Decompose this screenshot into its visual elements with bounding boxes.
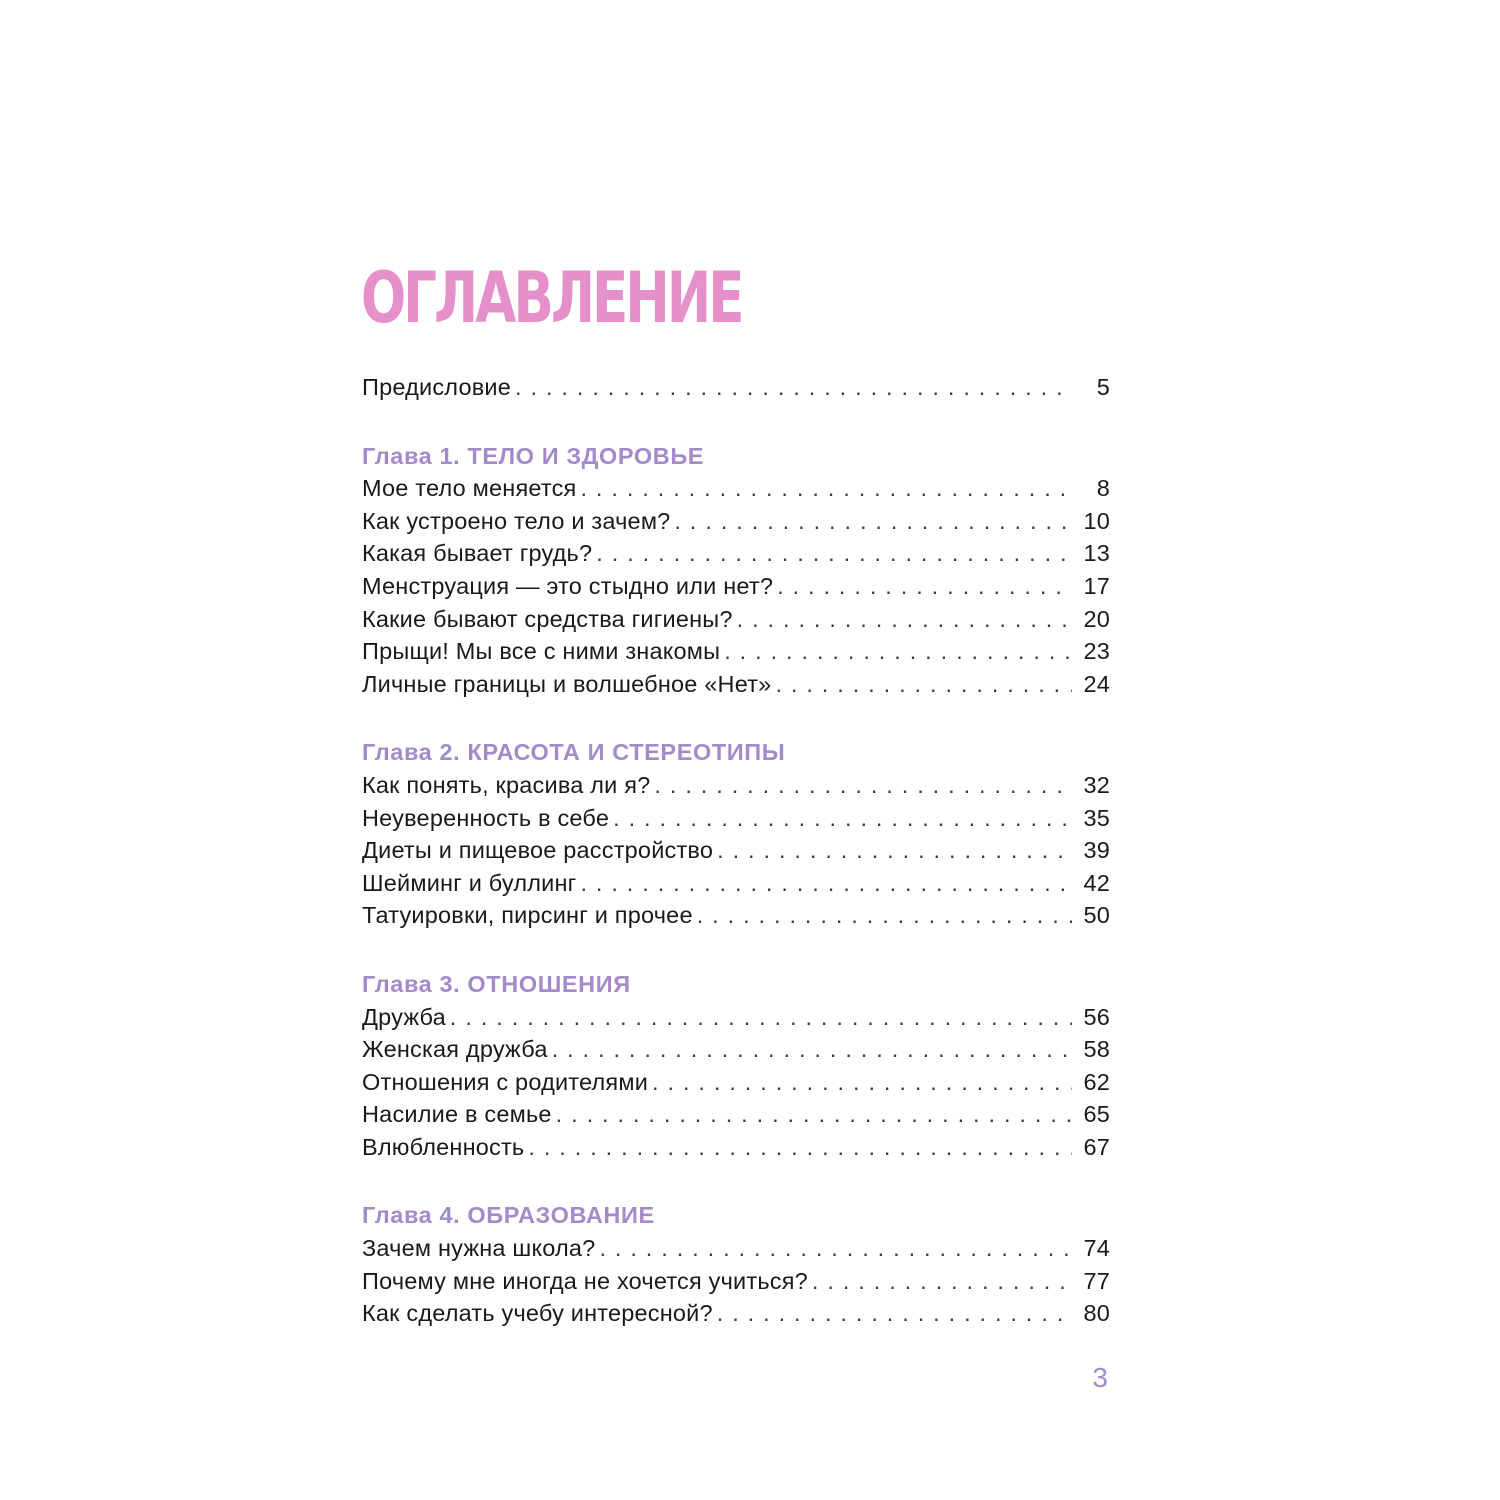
toc-entry-page: 39: [1083, 837, 1110, 864]
toc-entry-page: 65: [1083, 1101, 1110, 1128]
toc-entry-page: 10: [1083, 507, 1110, 534]
dot-leader: [515, 371, 1072, 404]
toc-entry[interactable]: [362, 1066, 1110, 1099]
toc-entry[interactable]: [362, 635, 1110, 668]
dot-leader: [450, 1001, 1072, 1034]
toc-entry-page: 17: [1083, 572, 1110, 599]
toc-entry[interactable]: [362, 472, 1110, 505]
toc-entry-page: 80: [1083, 1300, 1110, 1327]
toc-entry-preface[interactable]: [362, 371, 1110, 404]
dot-leader: [737, 603, 1072, 636]
dot-leader: [777, 570, 1072, 603]
toc-entry[interactable]: [362, 668, 1110, 701]
dot-leader: [775, 668, 1072, 701]
toc-entry-page: 23: [1083, 638, 1110, 665]
toc-entry[interactable]: [362, 802, 1110, 835]
dot-leader: [599, 1232, 1072, 1265]
dot-leader: [552, 1033, 1072, 1066]
dot-leader: [717, 1297, 1072, 1330]
toc-entry[interactable]: [362, 867, 1110, 900]
toc-entry[interactable]: [362, 1232, 1110, 1265]
toc-entry-label: Прыщи! Мы все с ними знакомы: [362, 638, 721, 665]
toc-entry-page: 13: [1083, 540, 1110, 567]
toc-entry-page: 35: [1083, 804, 1110, 831]
page-title: ОГЛАВЛЕНИЕ: [361, 257, 742, 339]
toc-entry-label: Отношения с родителями: [362, 1068, 649, 1095]
toc-entry-page: 50: [1083, 902, 1110, 929]
toc-entry[interactable]: [362, 603, 1110, 636]
dot-leader: [580, 867, 1072, 900]
dot-leader: [697, 899, 1072, 932]
toc-entry[interactable]: [362, 537, 1110, 570]
toc-entry-label: Шейминг и буллинг: [362, 869, 577, 896]
dot-leader: [580, 472, 1072, 505]
toc-entry-label: Личные границы и волшебное «Нет»: [362, 670, 772, 697]
toc-entry-label: Зачем нужна школа?: [362, 1235, 596, 1262]
page-number: 3: [1092, 1362, 1108, 1393]
toc-entry[interactable]: [362, 1033, 1110, 1066]
toc-entry-label: Как понять, красива ли я?: [362, 771, 651, 798]
toc-entry[interactable]: [362, 505, 1110, 538]
toc-entry-label: Женская дружба: [362, 1036, 548, 1063]
toc-entry[interactable]: [362, 769, 1110, 802]
toc-entry[interactable]: [362, 1131, 1110, 1164]
toc-entry-page: 24: [1083, 670, 1110, 697]
toc-entry[interactable]: [362, 899, 1110, 932]
dot-leader: [724, 635, 1072, 668]
toc-entry-label: Менструация — это стыдно или нет?: [362, 572, 774, 599]
toc-entry-page: 58: [1083, 1036, 1110, 1063]
chapter-heading: Глава 2. КРАСОТА И СТЕРЕОТИПЫ: [362, 739, 786, 766]
dot-leader: [528, 1131, 1072, 1164]
dot-leader: [654, 769, 1072, 802]
toc-entry[interactable]: [362, 570, 1110, 603]
toc-entry-label: Как сделать учебу интересной?: [362, 1300, 713, 1327]
chapter-heading: Глава 1. ТЕЛО И ЗДОРОВЬЕ: [362, 442, 705, 469]
toc-entry-page: 67: [1083, 1133, 1110, 1160]
toc-entry[interactable]: [362, 1265, 1110, 1298]
toc-entry-label: Как устроено тело и зачем?: [362, 507, 671, 534]
toc-entry-label: Диеты и пищевое расстройство: [362, 837, 714, 864]
toc-entry-label: Татуировки, пирсинг и прочее: [362, 902, 693, 929]
dot-leader: [613, 802, 1072, 835]
dot-leader: [674, 505, 1072, 538]
toc-entry[interactable]: [362, 1098, 1110, 1131]
toc-entry-label: Влюбленность: [362, 1133, 525, 1160]
toc-entry-label: Дружба: [362, 1003, 446, 1030]
toc-entry-page: 74: [1083, 1235, 1110, 1262]
toc-entry-label: Какая бывает грудь?: [362, 540, 593, 567]
toc-entry-page: 8: [1096, 475, 1110, 502]
dot-leader: [556, 1098, 1072, 1131]
toc-entry-label: Почему мне иногда не хочется учиться?: [362, 1267, 808, 1294]
toc-entry[interactable]: [362, 834, 1110, 867]
toc-entry-page: 20: [1083, 605, 1110, 632]
toc-entry-page: 62: [1083, 1068, 1110, 1095]
dot-leader: [812, 1265, 1072, 1298]
chapter-heading: Глава 3. ОТНОШЕНИЯ: [362, 970, 631, 997]
toc-entry[interactable]: [362, 1001, 1110, 1034]
toc-entry[interactable]: [362, 1297, 1110, 1330]
dot-leader: [596, 537, 1072, 570]
table-of-contents: [362, 371, 1110, 1330]
toc-entry-label: Насилие в семье: [362, 1101, 552, 1128]
dot-leader: [652, 1066, 1072, 1099]
toc-entry-page: 32: [1083, 771, 1110, 798]
toc-entry-page: 56: [1083, 1003, 1110, 1030]
toc-entry-label: Какие бывают средства гигиены?: [362, 605, 733, 632]
toc-entry-page: 42: [1083, 869, 1110, 896]
toc-entry-page: 5: [1096, 374, 1110, 400]
toc-entry-label: Предисловие: [362, 374, 512, 400]
toc-entry-label: Неуверенность в себе: [362, 804, 610, 831]
toc-entry-label: Мое тело меняется: [362, 475, 577, 502]
chapter-heading: Глава 4. ОБРАЗОВАНИЕ: [362, 1202, 655, 1229]
dot-leader: [717, 834, 1072, 867]
toc-entry-page: 77: [1083, 1267, 1110, 1294]
